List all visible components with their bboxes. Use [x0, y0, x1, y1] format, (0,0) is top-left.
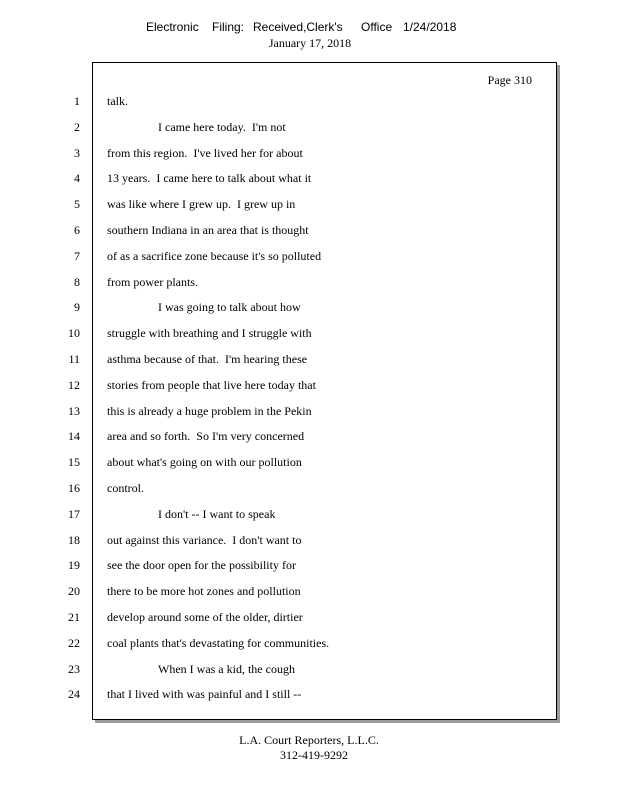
- footer-phone: 312-419-9292: [280, 748, 348, 762]
- line-number: 6: [74, 223, 80, 237]
- transcript-line: from power plants.: [107, 274, 198, 289]
- line-number: 18: [68, 532, 80, 547]
- line-number: 17: [68, 506, 80, 521]
- filing-stamp-date: 1/24/2018: [403, 20, 457, 34]
- transcript-line: there to be more hot zones and pollution: [107, 584, 301, 599]
- transcript-date: January 17, 2018: [268, 36, 352, 50]
- filing-stamp: [0, 20, 618, 36]
- transcript-line: about what's going on with our pollution: [107, 455, 302, 470]
- filing-stamp-filing: Filing:: [212, 20, 245, 34]
- line-number: 12: [68, 377, 80, 392]
- transcript-line: I don't -- I want to speak: [158, 506, 276, 521]
- line-number: 23: [68, 661, 80, 676]
- transcript-line: asthma because of that. I'm hearing these: [107, 352, 308, 366]
- line-number: 7: [74, 248, 80, 263]
- transcript-line: from this region. I've lived her for about: [107, 145, 303, 160]
- transcript-line: of as a sacrifice zone because it's so polluted: [107, 248, 322, 263]
- line-number: 24: [68, 687, 80, 702]
- filing-stamp-office: Office: [361, 20, 393, 34]
- line-number: 11: [68, 352, 80, 366]
- line-number: 5: [74, 197, 80, 212]
- transcript-line: develop around some of the older, dirtier: [107, 610, 303, 624]
- transcript-line: out against this variance. I don't want to: [107, 532, 302, 547]
- line-number: 9: [74, 300, 80, 315]
- line-number: 13: [68, 403, 80, 418]
- line-number: 15: [68, 455, 80, 470]
- transcript-line: I was going to talk about how: [158, 300, 301, 315]
- line-number: 21: [68, 610, 80, 624]
- line-number: 19: [68, 558, 80, 573]
- transcript-line: I came here today. I'm not: [158, 119, 286, 134]
- transcript-line: When I was a kid, the cough: [158, 661, 295, 676]
- line-number: 3: [74, 145, 80, 160]
- transcript-line: this is already a huge problem in the Pekin: [107, 403, 312, 418]
- line-number: 14: [68, 429, 80, 444]
- transcript-line: that I lived with was painful and I still --: [107, 687, 302, 702]
- transcript-line: was like where I grew up. I grew up in: [107, 197, 296, 212]
- line-number: 1: [74, 94, 80, 108]
- transcript-line: control.: [107, 481, 144, 495]
- filing-stamp-electronic: Electronic: [146, 20, 199, 34]
- transcript-line: southern Indiana in an area that is thought: [107, 223, 309, 237]
- line-number: 16: [68, 481, 80, 495]
- transcript-line: stories from people that live here today that: [107, 377, 316, 392]
- transcript-line: area and so forth. So I'm very concerned: [107, 429, 305, 444]
- transcript-line: 13 years. I came here to talk about what it: [107, 171, 312, 186]
- line-number: 22: [68, 635, 80, 650]
- transcript-line: coal plants that's devastating for communities.: [107, 635, 330, 650]
- line-number: 10: [68, 326, 80, 341]
- footer-company: L.A. Court Reporters, L.L.C.: [239, 733, 379, 747]
- transcript-line: see the door open for the possibility for: [107, 558, 296, 573]
- page-number: Page 310: [487, 73, 532, 87]
- line-number: 8: [74, 274, 80, 289]
- line-number: 4: [74, 171, 80, 186]
- transcript-line: struggle with breathing and I struggle with: [107, 326, 312, 341]
- transcript-line: talk.: [107, 94, 128, 108]
- filing-stamp-received: Received,Clerk's: [253, 20, 343, 34]
- line-number: 20: [68, 584, 80, 599]
- line-number: 2: [74, 119, 80, 134]
